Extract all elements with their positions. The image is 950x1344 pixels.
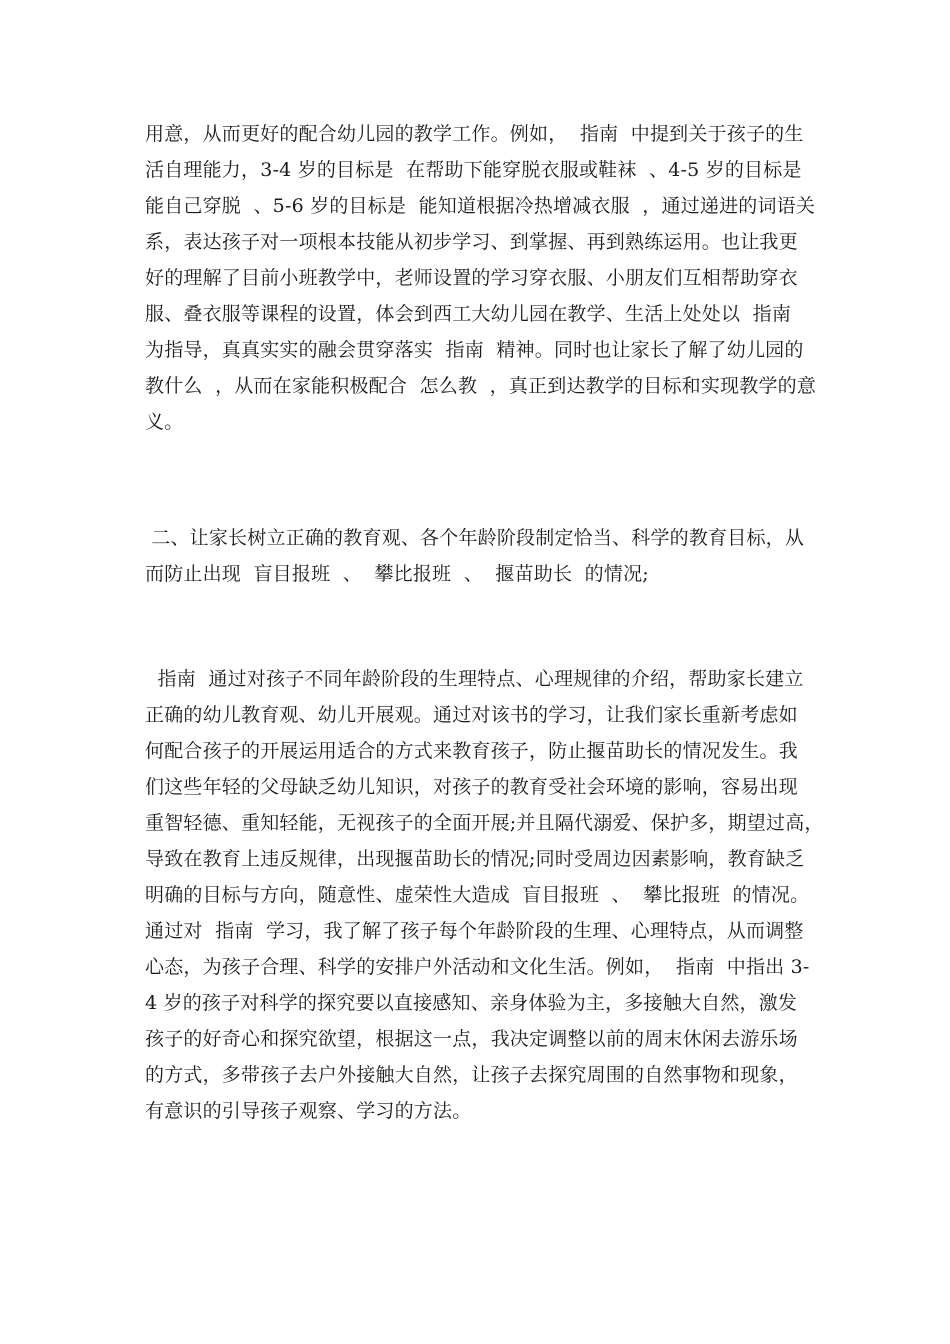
paragraph-1-line: 用意，从而更好的配合幼儿园的教学工作。例如， 指南 中提到关于孩子的生 (145, 123, 804, 145)
paragraph-1-line: 能自己穿脱 、5-6 岁的目标是 能知道根据冷热增减衣服 ，通过递进的词语关 (145, 195, 816, 217)
paragraph-2-line: 指南 通过对孩子不同年龄阶段的生理特点、心理规律的介绍，帮助家长建立 (145, 668, 804, 690)
section-heading-line: 二、让家长树立正确的教育观、各个年龄阶段制定恰当、科学的教育目标，从 (145, 527, 805, 549)
paragraph-1-line: 系，表达孩子对一项根本技能从初步学习、到掌握、再到熟练运用。也让我更 (145, 231, 798, 253)
paragraph-2-line: 明确的目标与方向，随意性、虚荣性大造成 盲目报班 、 攀比报班 的情况。 (145, 884, 810, 906)
paragraph-2-line: 导致在教育上违反规律，出现揠苗助长的情况;同时受周边因素影响，教育缺乏 (145, 848, 805, 870)
paragraph-2-line: 4 岁的孩子对科学的探究要以直接感知、亲身体验为主，多接触大自然，激发 (145, 992, 798, 1014)
paragraph-2-line: 们这些年轻的父母缺乏幼儿知识，对孩子的教育受社会环境的影响，容易出现 (145, 776, 798, 798)
paragraph-2-line: 心态，为孩子合理、科学的安排户外活动和文化生活。例如， 指南 中指出 3- (145, 956, 810, 978)
paragraph-2-line: 正确的幼儿教育观、幼儿开展观。通过对该书的学习，让我们家长重新考虑如 (145, 704, 798, 726)
paragraph-1-line: 活自理能力，3-4 岁的目标是 在帮助下能穿脱衣服或鞋袜 、4-5 岁的目标是 (145, 159, 802, 181)
paragraph-2-line: 何配合孩子的开展运用适合的方式来教育孩子，防止揠苗助长的情况发生。我 (145, 740, 798, 762)
paragraph-2-line: 通过对 指南 学习，我了解了孩子每个年龄阶段的生理、心理特点，从而调整 (145, 920, 804, 942)
paragraph-1-line: 服、叠衣服等课程的设置，体会到西工大幼儿园在教学、生活上处处以 指南 (145, 303, 792, 325)
paragraph-2-line: 的方式，多带孩子去户外接触大自然，让孩子去探究周围的自然事物和现象， (145, 1064, 798, 1086)
paragraph-2-line: 有意识的引导孩子观察、学习的方法。 (145, 1100, 472, 1122)
paragraph-1-line: 为指导，真真实实的融会贯穿落实 指南 精神。同时也让家长了解了幼儿园的 (145, 339, 804, 361)
paragraph-1-line: 教什么 ，从而在家能积极配合 怎么教 ，真正到达教学的目标和实现教学的意 (145, 375, 817, 397)
paragraph-2-line: 孩子的好奇心和探究欲望，根据这一点，我决定调整以前的周末休闲去游乐场 (145, 1028, 798, 1050)
section-heading-line: 而防止出现 盲目报班 、 攀比报班 、 揠苗助长 的情况; (145, 563, 649, 585)
paragraph-1-line: 好的理解了目前小班教学中，老师设置的学习穿衣服、小朋友们互相帮助穿衣 (145, 267, 798, 289)
paragraph-2-line: 重智轻德、重知轻能，无视孩子的全面开展;并且隔代溺爱、保护多，期望过高， (145, 812, 824, 834)
paragraph-1-line: 义。 (145, 411, 184, 433)
